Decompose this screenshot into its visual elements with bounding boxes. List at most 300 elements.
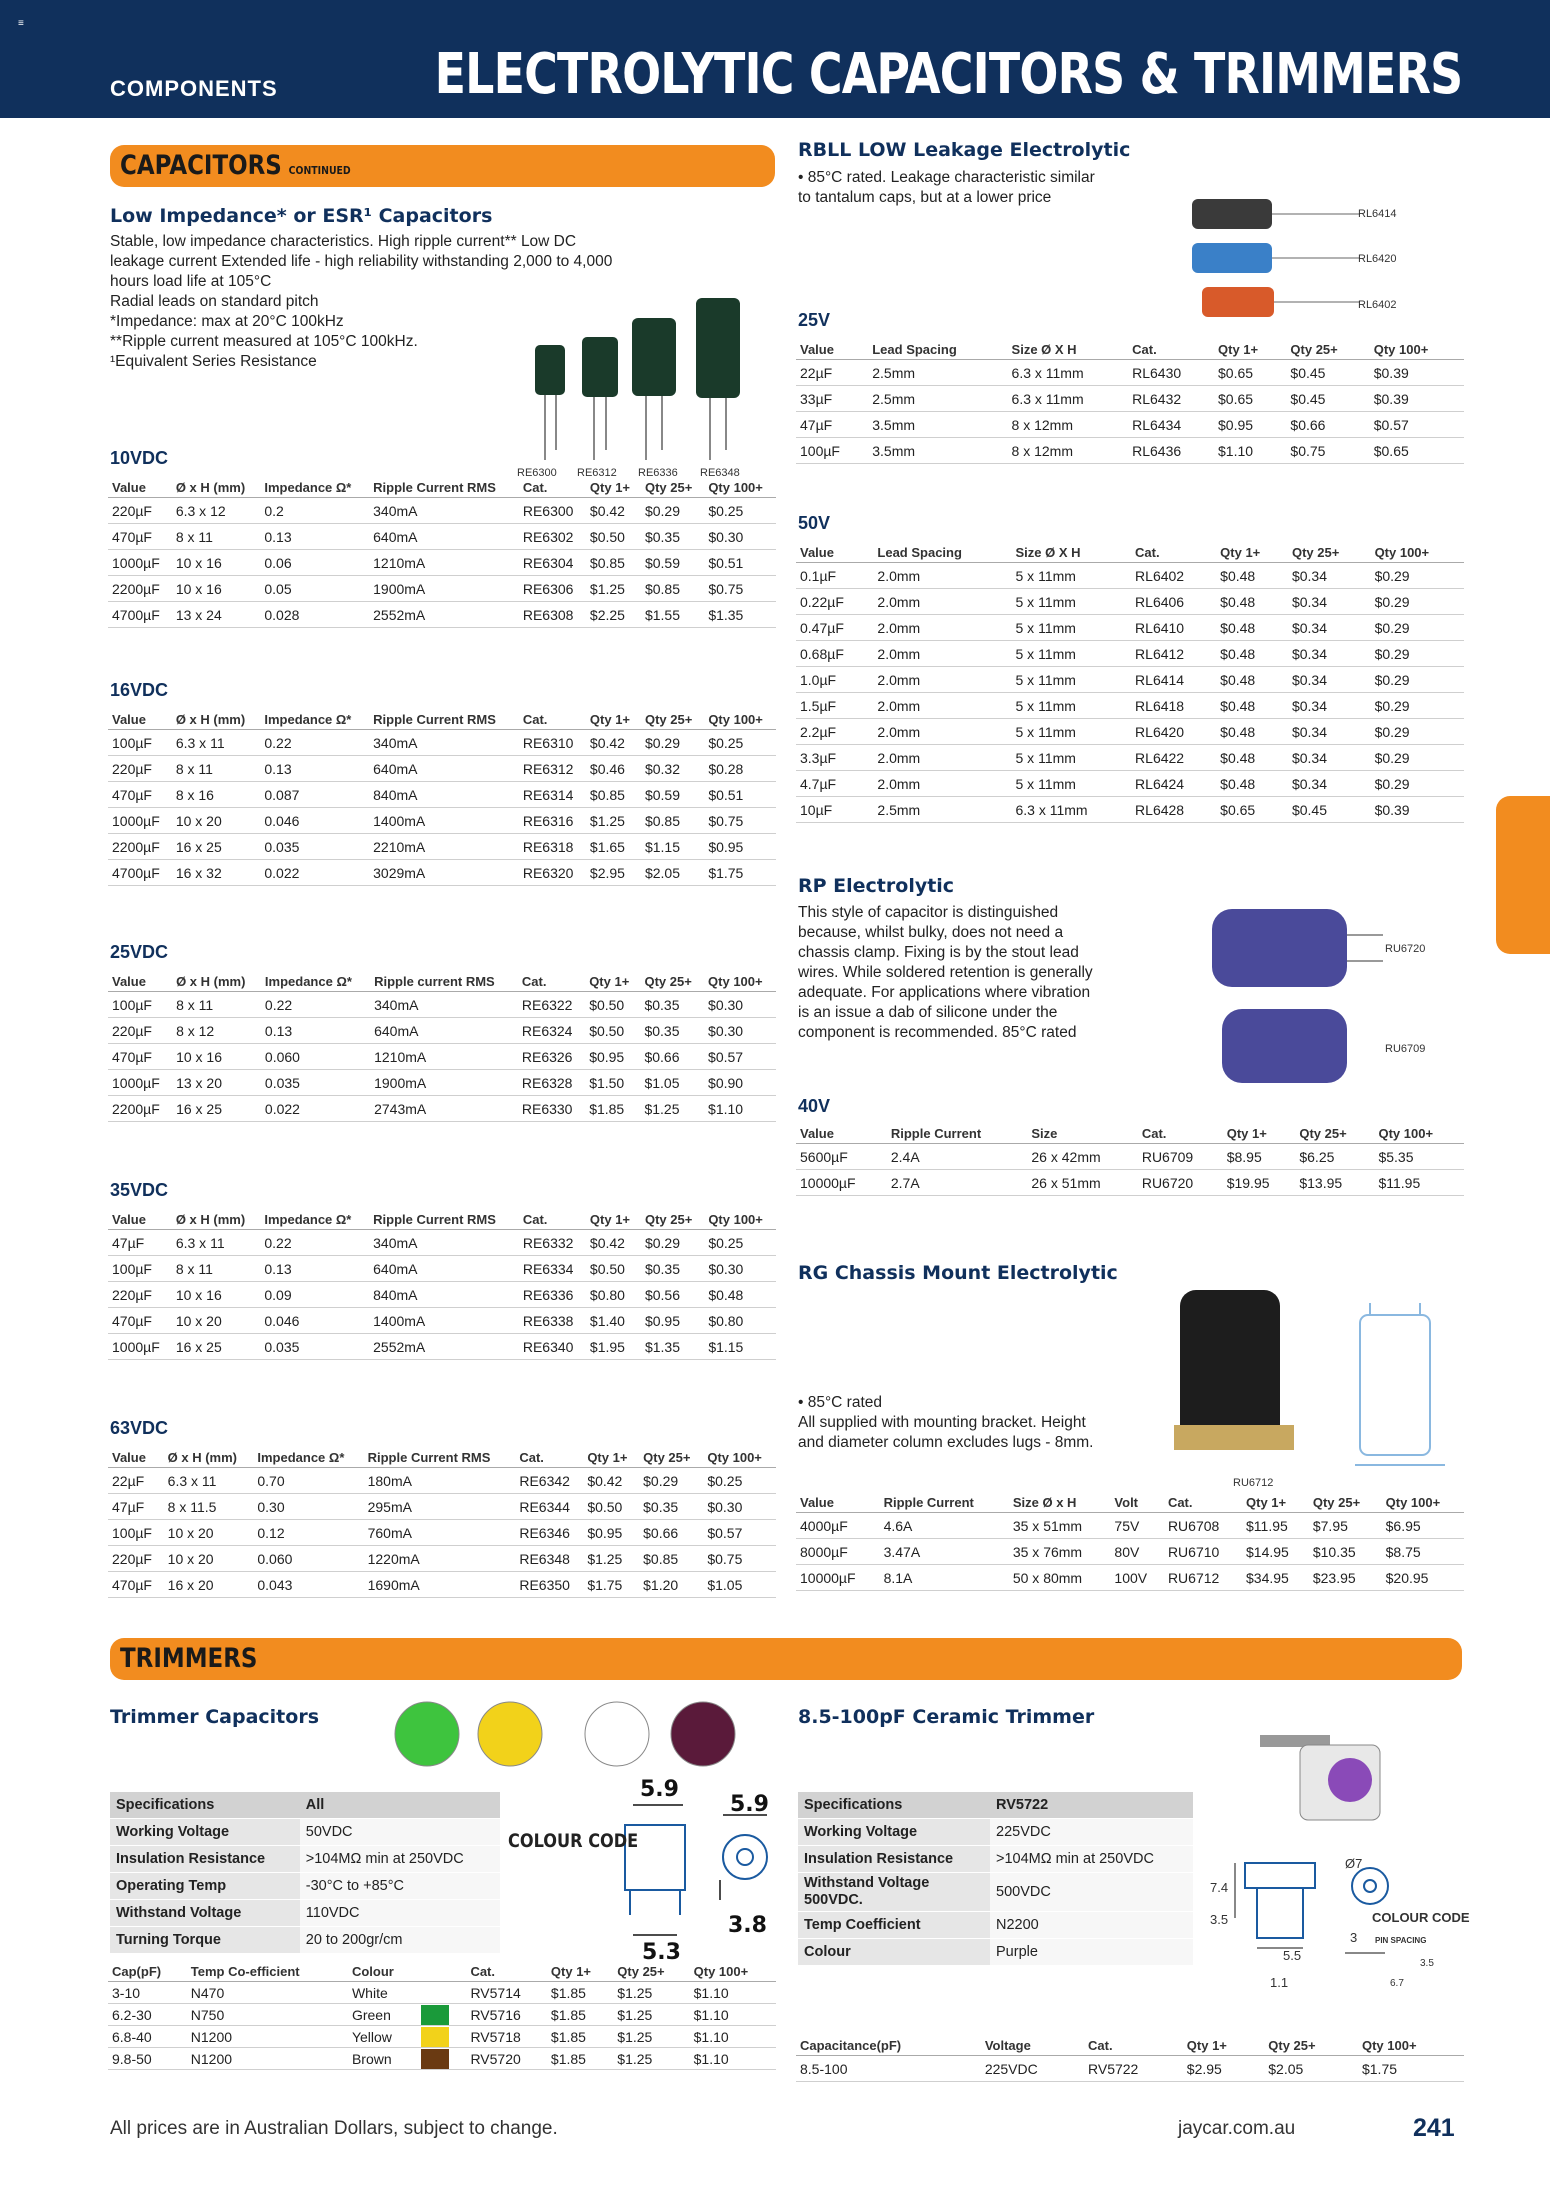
table-row (796, 1565, 1464, 1591)
table-cell: 0.022 (260, 860, 369, 886)
table-row (108, 1494, 776, 1520)
table-row (108, 498, 776, 524)
table-cell: 8 x 11 (172, 1256, 261, 1282)
table-cell: RE6332 (519, 1230, 586, 1256)
table-cell: RE6330 (518, 1096, 585, 1122)
column-header: Qty 25+ (644, 712, 693, 727)
table-cell: RE6342 (515, 1468, 583, 1494)
table-cell: 1000µF (108, 550, 172, 576)
table-cell: $1.35 (641, 1334, 704, 1360)
table-cell: 22µF (108, 1468, 164, 1494)
table-cell: 10 x 16 (172, 576, 261, 602)
table-header-row (108, 1962, 776, 1982)
table-cell: RE6324 (518, 1018, 585, 1044)
table-cell: 13 x 20 (172, 1070, 261, 1096)
table-cell: 0.13 (261, 1018, 370, 1044)
table-row (108, 1256, 776, 1282)
table-cell: 10 x 20 (172, 1308, 261, 1334)
table-row (796, 438, 1464, 464)
column-header: Qty 1+ (589, 480, 631, 495)
table-cell: 8 x 11 (172, 992, 261, 1018)
table-cell: 470µF (108, 782, 172, 808)
table-cell: 5 x 11mm (1012, 563, 1132, 589)
table-cell: $1.25 (586, 808, 641, 834)
column-header: Qty 1+ (587, 1450, 628, 1465)
rg-title: RG Chassis Mount Electrolytic (798, 1262, 1118, 1284)
desc-line: hours load life at 105°C (110, 273, 272, 290)
spec-key: Specifications (110, 1792, 300, 1819)
table-row (108, 834, 776, 860)
table-cell: 0.22µF (796, 589, 873, 615)
table-cell: 0.043 (253, 1572, 363, 1598)
table-cell: $13.95 (1295, 1170, 1374, 1196)
table-cell: 340mA (370, 992, 518, 1018)
colour-swatch-box (421, 1983, 449, 2003)
column-header: Ripple Current RMS (373, 480, 496, 495)
table-cell: $23.95 (1309, 1565, 1382, 1591)
rbll-title: RBLL LOW Leakage Electrolytic (798, 139, 1131, 161)
rl-table-50v (796, 543, 1464, 823)
footer-site[interactable]: jaycar.com.au (1178, 2118, 1296, 2139)
column-header: Qty 1+ (1186, 2038, 1227, 2053)
table-cell: $0.29 (1371, 771, 1464, 797)
table-cell: 0.22 (260, 1230, 369, 1256)
table-cell: $0.57 (704, 1044, 776, 1070)
table-row (796, 693, 1464, 719)
column-header: Value (800, 1495, 834, 1510)
table-cell: $0.48 (1216, 745, 1288, 771)
pin-spacing-label: PIN SPACING (1375, 1936, 1427, 1945)
table-cell: 8 x 11 (172, 524, 261, 550)
column-header: Voltage (984, 2038, 1031, 2053)
table-cell: $1.95 (586, 1334, 641, 1360)
table-cell: 100µF (796, 438, 868, 464)
table-cell: $1.10 (704, 1096, 776, 1122)
table-cell: $0.35 (640, 992, 704, 1018)
table-row (796, 1170, 1464, 1196)
table-cell: 1220mA (364, 1546, 516, 1572)
table-cell: $0.48 (1216, 641, 1288, 667)
table-cell: 47µF (108, 1230, 172, 1256)
table-cell: $8.95 (1223, 1144, 1296, 1170)
table-cell: $0.34 (1288, 667, 1371, 693)
table-cell: 0.022 (261, 1096, 370, 1122)
table-cell: 4.7µF (796, 771, 873, 797)
table-cell: 1900mA (369, 576, 519, 602)
table-cell: $0.32 (641, 756, 704, 782)
table-cell: $0.29 (1371, 667, 1464, 693)
spec-key: Withstand Voltage 500VDC. (798, 1873, 990, 1912)
table-row (108, 576, 776, 602)
spec-value: RV5722 (990, 1792, 1193, 1819)
table-row (796, 563, 1464, 589)
column-header: Qty 1+ (1226, 1126, 1267, 1141)
table-row (108, 1308, 776, 1334)
table-cell: $0.34 (1288, 589, 1371, 615)
voltage-section-title: 50V (798, 513, 831, 533)
table-cell: $1.85 (547, 2004, 613, 2026)
column-header: Impedance Ω* (264, 480, 352, 495)
table-row (108, 1282, 776, 1308)
table-row (796, 771, 1464, 797)
table-cell: N1200 (187, 2026, 348, 2048)
rp-title: RP Electrolytic (798, 875, 955, 897)
column-header: Qty 25+ (1268, 2038, 1316, 2053)
table-cell: $1.40 (586, 1308, 641, 1334)
table-cell: $0.50 (583, 1494, 639, 1520)
table-cell: 10 x 20 (164, 1546, 254, 1572)
table-cell: 4000µF (796, 1513, 880, 1539)
table-cell: $2.05 (1264, 2056, 1358, 2082)
table-cell: 26 x 42mm (1027, 1144, 1137, 1170)
rl-table-25v (796, 340, 1464, 464)
column-header: Cat. (519, 1450, 544, 1465)
table-cell: RV5718 (466, 2026, 546, 2048)
rbll-description (798, 168, 1095, 208)
trimmer-caps-table (108, 1962, 776, 2070)
table-row (108, 730, 776, 756)
menu-icon[interactable]: ≡ (18, 18, 24, 29)
table-cell: 80V (1110, 1539, 1164, 1565)
column-header: Value (112, 1212, 146, 1227)
column-header: Qty 1+ (589, 1212, 631, 1227)
column-header: Impedance Ω* (264, 712, 352, 727)
dimension-label: 5.9 (640, 1777, 679, 1802)
table-cell: 1000µF (108, 1070, 172, 1096)
column-header: Ripple Current RMS (373, 1212, 496, 1227)
column-header: Qty 100+ (1374, 545, 1430, 560)
ceramic-trimmer-table (796, 2036, 1464, 2082)
column-header: Qty 1+ (1220, 545, 1261, 560)
table-cell: 6.8-40 (108, 2026, 187, 2048)
table-cell: $2.05 (641, 860, 704, 886)
desc-line: leakage current Extended life - high reliability withstanding 2,000 to 4,000 (110, 253, 613, 270)
table-header-row (108, 478, 776, 498)
table-cell: 0.060 (261, 1044, 370, 1070)
table-row (796, 412, 1464, 438)
table-cell: 2.0mm (873, 719, 1011, 745)
table-cell: 16 x 32 (172, 860, 261, 886)
table-row (108, 860, 776, 886)
image-label: RL6402 (1358, 299, 1397, 311)
re-table-25vdc (108, 972, 776, 1122)
column-header: Value (800, 1126, 834, 1141)
table-cell: $19.95 (1223, 1170, 1296, 1196)
column-header: Cat. (1132, 342, 1157, 357)
re-table-10vdc (108, 478, 776, 628)
re-table-35vdc (108, 1210, 776, 1360)
table-cell: 640mA (369, 524, 519, 550)
table-cell: $1.35 (704, 602, 776, 628)
table-row (108, 1070, 776, 1096)
table-cell: 8 x 16 (172, 782, 261, 808)
table-cell: 10 x 20 (172, 808, 261, 834)
table-cell: $0.66 (639, 1520, 703, 1546)
column-header: Ø x H (mm) (176, 974, 246, 989)
table-cell: 50 x 80mm (1009, 1565, 1111, 1591)
table-row (108, 550, 776, 576)
table-cell: 10 x 16 (172, 550, 261, 576)
table-cell: 8 x 12mm (1008, 412, 1129, 438)
spec-row (798, 1873, 1193, 1912)
voltage-section-title: 63VDC (110, 1418, 169, 1438)
desc-line: chassis clamp. Fixing is by the stout lead (798, 944, 1079, 961)
spec-value: >104MΩ min at 250VDC (300, 1846, 500, 1873)
table-cell: 0.06 (260, 550, 369, 576)
table-cell: $0.29 (639, 1468, 703, 1494)
table-cell: 1400mA (369, 808, 519, 834)
column-header: Cat. (1141, 1126, 1167, 1141)
table-cell: $1.10 (690, 2048, 776, 2070)
spec-key: Specifications (798, 1792, 990, 1819)
table-cell: $0.45 (1286, 386, 1369, 412)
table-cell: 470µF (108, 1308, 172, 1334)
trimmer-caps-title: Trimmer Capacitors (110, 1706, 319, 1728)
table-cell: $1.50 (585, 1070, 640, 1096)
desc-line: Stable, low impedance characteristics. High ripple current** Low DC (110, 233, 577, 250)
column-header: Qty 100+ (1385, 1495, 1441, 1510)
table-cell: RE6326 (518, 1044, 585, 1070)
desc-line: Radial leads on standard pitch (110, 293, 319, 310)
table-cell: 2.0mm (873, 563, 1011, 589)
table-cell: 5 x 11mm (1012, 641, 1132, 667)
table-row (796, 360, 1464, 386)
spec-value: N2200 (990, 1912, 1193, 1939)
table-row (108, 992, 776, 1018)
colour-swatch (417, 2026, 467, 2048)
colour-code-label: COLOUR CODE (508, 1830, 639, 1852)
dimension-label: 1.1 (1270, 1975, 1289, 1990)
table-cell: RE6340 (519, 1334, 586, 1360)
table-cell: RV5720 (466, 2048, 546, 2070)
desc-line: *Impedance: max at 20°C 100kHz (110, 313, 344, 330)
table-cell: $2.95 (586, 860, 641, 886)
table-cell: $0.34 (1288, 745, 1371, 771)
table-cell: 220µF (108, 1282, 172, 1308)
table-cell: 100µF (108, 1256, 172, 1282)
column-header: Ripple Current (883, 1495, 974, 1510)
table-cell: RL6420 (1131, 719, 1216, 745)
table-row (108, 1468, 776, 1494)
spec-value: -30°C to +85°C (300, 1873, 500, 1900)
page-number: 241 (1413, 2114, 1455, 2142)
desc-line: • 85°C rated (798, 1394, 883, 1411)
table-cell: 1000µF (108, 1334, 172, 1360)
dimension-label: 5.9 (730, 1792, 769, 1817)
spec-value: 20 to 200gr/cm (300, 1927, 500, 1954)
table-cell: 340mA (369, 1230, 519, 1256)
table-cell: $0.50 (585, 1018, 640, 1044)
dimension-label: 7.4 (1210, 1880, 1229, 1895)
table-cell: 2.2µF (796, 719, 873, 745)
rbll-capacitors-image (1190, 195, 1370, 325)
column-header: Qty 100+ (708, 480, 763, 495)
table-cell: $0.85 (641, 576, 704, 602)
table-cell: $0.25 (704, 1230, 776, 1256)
table-cell: $0.42 (586, 730, 641, 756)
column-header: Cat. (522, 1212, 548, 1227)
table-cell: 8 x 12mm (1008, 438, 1129, 464)
table-cell: 0.13 (260, 1256, 369, 1282)
dimension-label: 3.5 (1420, 1958, 1434, 1969)
table-cell: $0.39 (1370, 386, 1464, 412)
table-cell: 470µF (108, 1572, 164, 1598)
column-header: Ripple current RMS (374, 974, 495, 989)
table-cell: $6.25 (1295, 1144, 1374, 1170)
table-cell: $8.75 (1382, 1539, 1464, 1565)
table-cell: $1.25 (586, 576, 641, 602)
table-row (108, 1572, 776, 1598)
table-cell: $0.39 (1371, 797, 1464, 823)
table-cell: $1.25 (613, 1982, 689, 2004)
rg-capacitor-image (1170, 1285, 1460, 1485)
table-cell: $0.29 (1371, 719, 1464, 745)
image-label: RE6300 (517, 467, 557, 479)
spec-row (798, 1846, 1193, 1873)
spec-row (798, 1939, 1193, 1966)
table-cell: RE6346 (515, 1520, 583, 1546)
table-cell: $1.05 (640, 1070, 704, 1096)
table-cell: 760mA (364, 1520, 516, 1546)
column-header: Qty 25+ (617, 1964, 665, 1979)
table-cell: 2.0mm (873, 615, 1011, 641)
table-cell: 640mA (369, 756, 519, 782)
table-cell: 6.3 x 12 (172, 498, 261, 524)
table-cell: 22µF (796, 360, 868, 386)
table-cell: RE6320 (519, 860, 586, 886)
table-cell: $7.95 (1309, 1513, 1382, 1539)
table-row (108, 1044, 776, 1070)
table-cell: RE6316 (519, 808, 586, 834)
table-cell: $1.75 (583, 1572, 639, 1598)
table-cell: 0.046 (260, 1308, 369, 1334)
table-row (108, 602, 776, 628)
table-cell: $0.42 (586, 1230, 641, 1256)
table-header-row (108, 710, 776, 730)
column-header: Cap(pF) (112, 1964, 162, 1979)
table-cell: 33µF (796, 386, 868, 412)
table-cell: RL6414 (1131, 667, 1216, 693)
table-row (108, 1334, 776, 1360)
table-cell: RE6350 (515, 1572, 583, 1598)
table-cell: $0.95 (1214, 412, 1286, 438)
table-cell: 2.5mm (868, 360, 1007, 386)
table-cell: RE6314 (519, 782, 586, 808)
voltage-section-title: 35VDC (110, 1180, 169, 1200)
image-label: RE6348 (700, 467, 740, 479)
rp-table-title: 40V (798, 1096, 831, 1116)
desc-line: to tantalum caps, but at a lower price (798, 189, 1052, 206)
re-table-63vdc (108, 1448, 776, 1598)
table-cell: 10µF (796, 797, 873, 823)
table-cell: 8 x 11.5 (164, 1494, 254, 1520)
table-header-row (796, 543, 1464, 563)
table-cell: $0.48 (1216, 589, 1288, 615)
column-header: Size Ø X H (1011, 342, 1077, 357)
table-cell: 6.3 x 11 (172, 730, 261, 756)
trimmer-caps-spec-table (110, 1792, 500, 1954)
table-cell: $0.50 (585, 992, 640, 1018)
table-cell: 2.0mm (873, 771, 1011, 797)
spec-row (110, 1819, 500, 1846)
table-cell: RL6410 (1131, 615, 1216, 641)
table-cell: $0.35 (641, 1256, 704, 1282)
section-edge-tab (1496, 796, 1550, 954)
table-cell: $1.25 (640, 1096, 704, 1122)
table-cell: White (348, 1982, 417, 2004)
table-cell: $0.65 (1214, 360, 1286, 386)
footer-note: All prices are in Australian Dollars, subject to change. (110, 2118, 558, 2139)
table-row (796, 615, 1464, 641)
image-label: RL6420 (1358, 253, 1397, 265)
table-cell: $0.34 (1288, 719, 1371, 745)
table-cell: 6.2-30 (108, 2004, 187, 2026)
trimmer-colours-image (385, 1692, 745, 1772)
table-header-row (796, 340, 1464, 360)
table-cell: 3.3µF (796, 745, 873, 771)
table-cell: $0.48 (1216, 693, 1288, 719)
table-cell: $0.65 (1216, 797, 1288, 823)
spec-value: Purple (990, 1939, 1193, 1966)
table-cell: $0.30 (704, 992, 776, 1018)
table-cell: $1.20 (639, 1572, 703, 1598)
table-row (108, 524, 776, 550)
table-cell: 10 x 20 (164, 1520, 254, 1546)
table-cell: 16 x 25 (172, 1096, 261, 1122)
table-cell: $20.95 (1382, 1565, 1464, 1591)
column-header: Qty 1+ (550, 1964, 592, 1979)
table-cell: $0.85 (586, 550, 641, 576)
table-row (796, 589, 1464, 615)
table-cell: RV5714 (466, 1982, 546, 2004)
table-cell: N1200 (187, 2048, 348, 2070)
column-header: Qty 100+ (693, 1964, 749, 1979)
column-header: Temp Co-efficient (190, 1964, 300, 1979)
table-cell: $0.30 (703, 1494, 776, 1520)
spec-key: Insulation Resistance (798, 1846, 990, 1873)
table-cell: 340mA (369, 730, 519, 756)
table-row (796, 641, 1464, 667)
column-header: Cat. (522, 712, 548, 727)
table-cell: $0.30 (704, 524, 776, 550)
desc-line: because, whilst bulky, does not need a (798, 924, 1064, 941)
column-header: Qty 1+ (589, 974, 630, 989)
column-header: Qty 25+ (1312, 1495, 1361, 1510)
table-cell: 470µF (108, 524, 172, 550)
table-cell: 5 x 11mm (1012, 667, 1132, 693)
image-label: RE6336 (638, 467, 678, 479)
spec-row (110, 1927, 500, 1954)
table-cell: $0.34 (1288, 641, 1371, 667)
column-header: Ø x H (mm) (167, 1450, 237, 1465)
table-cell: 26 x 51mm (1027, 1170, 1137, 1196)
table-cell: $0.29 (1371, 745, 1464, 771)
table-row (108, 1520, 776, 1546)
table-cell: 2.0mm (873, 667, 1011, 693)
table-cell: 6.3 x 11mm (1008, 360, 1129, 386)
table-cell: 4700µF (108, 602, 172, 628)
table-cell: $0.48 (1216, 667, 1288, 693)
table-cell: 16 x 25 (172, 834, 261, 860)
rp-description (798, 903, 1093, 1043)
column-header: Qty 100+ (707, 1450, 762, 1465)
spec-row (110, 1873, 500, 1900)
column-header: Cat. (470, 1964, 495, 1979)
ceramic-trimmer-title: 8.5-100pF Ceramic Trimmer (798, 1706, 1095, 1728)
table-cell: $6.95 (1382, 1513, 1464, 1539)
table-cell: 220µF (108, 498, 172, 524)
table-cell: 100µF (108, 992, 172, 1018)
